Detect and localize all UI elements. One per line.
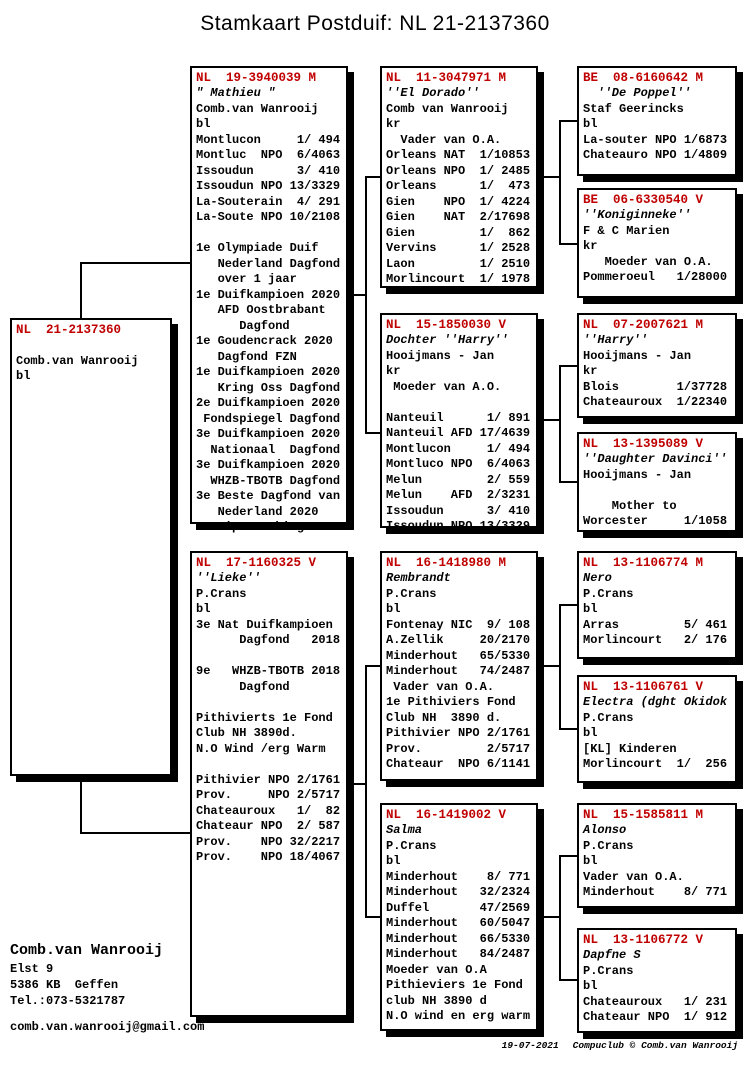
ring-number: NL 19-3940039 M [196,71,317,85]
pedigree-line [386,395,532,411]
pedigree-line: 9e WHZB-TBOTB 2018 [196,664,341,678]
pedigree-line: Nederland Dagfond [196,256,341,271]
bird-details [382,349,536,535]
pedigree-box-greatgrandparent-6 [577,675,737,783]
ring-number: NL 13-1106772 V [583,933,704,947]
pedigree-line: P.Crans [583,838,634,853]
pedigree-line: Issoudun NPO 13/3329 [386,519,531,533]
pedigree-line: Morlincourt 2/ 176 [583,633,728,647]
connector-line [365,665,380,667]
connector-line [559,243,577,245]
ring-number: NL 15-1585811 M [583,808,704,822]
pedigree-line: WHZB-TBOTB Dagfond [196,473,341,488]
pedigree-line: Melun 2/ 559 [386,472,531,487]
ring-number: NL 13-1106761 V [583,680,704,694]
bird-name: Dochter ''Harry'' [386,333,509,347]
pedigree-line: Minderhout 8/ 771 [583,885,728,899]
pedigree-line: Club NH 3890d. [196,726,297,740]
pedigree-line: Nationaal Dagfond [196,442,341,457]
pedigree-line: kr [386,117,401,131]
pedigree-line: Laon 1/ 2510 [386,256,531,271]
bird-details [579,711,735,773]
pedigree-line: club NH 3890 d [386,993,487,1008]
pedigree-line: Mother to [583,498,677,513]
ring-number: NL 13-1395089 V [583,437,704,451]
pedigree-line: Prov. 2/5717 [386,741,531,756]
bird-name: Electra (dght Okidok [583,695,728,709]
pedigree-line: P.Crans [583,710,634,725]
pedigree-line: kr [583,239,598,253]
pedigree-line: Montlucon 1/ 494 [386,441,531,456]
bird-details [382,102,536,288]
pedigree-line: bl [16,369,31,383]
bird-details [12,354,170,385]
pedigree-line: N.O Wind /erg Warm [196,741,326,756]
connector-line [544,176,560,178]
ring-number: NL 07-2007621 M [583,318,704,332]
pedigree-line: bl [386,854,401,868]
footer-credit: Compuclub © Comb.van Wanrooij [572,1040,738,1051]
pedigree-line [583,483,731,499]
bird-details [192,102,346,536]
pedigree-line: Orleans NAT 1/10853 [386,148,531,162]
pedigree-line: Orleans 1/ 473 [386,179,531,193]
pedigree-line: Issoudun 3/ 410 [196,163,341,178]
bird-details [579,839,735,901]
owner-name: Comb.van Wanrooij [10,942,164,959]
pedigree-box-grandfather-paternal [380,66,538,288]
pedigree-line: Prov. NPO 32/2217 [196,834,341,849]
pedigree-line: Arras 5/ 461 [583,617,728,632]
pedigree-line: Morlincourt 1/ 256 [583,757,728,771]
pedigree-line: Minderhout 8/ 771 [386,869,531,884]
pedigree-line: 2e Duifkampioen 2020 [196,396,341,410]
bird-name: Salma [386,823,423,837]
pedigree-line: Gien NPO 1/ 4224 [386,194,531,209]
bird-name: Rembrandt [386,571,451,585]
pedigree-line: Pipa Ranking [196,520,305,534]
pedigree-line: La-souter NPO 1/6873 [583,132,728,147]
pedigree-line: Montlucon 1/ 494 [196,132,341,147]
connector-line [559,855,577,857]
connector-line [559,481,577,483]
pedigree-line: Issoudun 3/ 410 [386,503,531,518]
ring-number: BE 08-6160642 M [583,71,704,85]
pedigree-line: Minderhout 66/5330 [386,931,531,946]
pedigree-line: bl [583,117,598,131]
pedigree-line: La-Soute NPO 10/2108 [196,210,341,224]
bird-details [579,587,735,649]
pedigree-line: Comb.van Wanrooij [16,353,139,368]
pedigree-line: Pithivier NPO 2/1761 [386,726,531,740]
ring-number: BE 06-6330540 V [583,193,704,207]
pedigree-line: Minderhout 84/2487 [386,947,531,961]
connector-line [80,832,190,834]
ring-number: NL 11-3047971 M [386,71,507,85]
pedigree-line: Club NH 3890 d. [386,710,502,725]
bird-details [579,964,735,1026]
pedigree-box-grandmother-paternal [380,313,538,533]
pedigree-line [196,226,342,242]
pedigree-line: Prov. NPO 2/5717 [196,788,341,802]
connector-line [559,604,561,730]
pedigree-box-greatgrandparent-1 [577,66,737,176]
bird-details [382,839,536,1025]
pedigree-box-grandmother-maternal [380,803,538,1031]
pedigree-line: Chateaur NPO 1/ 912 [583,1010,728,1024]
ring-number: NL 16-1418980 M [386,556,507,570]
connector-line [365,916,380,918]
connector-line [80,262,190,264]
pedigree-line: Issoudun NPO 13/3329 [196,179,341,193]
pedigree-box-greatgrandparent-5 [577,551,737,659]
pedigree-line: Orleans NPO 1/ 2485 [386,163,531,178]
pedigree-line: Prov. NPO 18/4067 [196,850,341,864]
pedigree-line: Vader van O.A. [386,132,502,147]
bird-name: ''De Poppel'' [583,86,692,100]
pedigree-box-subject [10,318,172,776]
owner-info [10,941,204,1035]
bird-details [382,587,536,773]
pedigree-line: Vader van O.A. [386,679,495,694]
pedigree-line: Blois 1/37728 [583,379,728,394]
pedigree-line: Melun AFD 2/3231 [386,488,531,502]
pedigree-line: P.Crans [583,586,634,601]
pedigree-line: P.Crans [196,586,247,601]
pedigree-line: Moeder van O.A [386,962,487,977]
pedigree-box-greatgrandparent-2 [577,188,737,298]
pedigree-line: Dagfond [196,318,290,333]
pedigree-line [196,649,342,665]
pedigree-line: Nanteuil AFD 17/4639 [386,426,531,440]
pedigree-line: Dagfond 2018 [196,633,341,647]
pedigree-line: 3e Beste Dagfond van [196,489,341,503]
bird-details [192,587,346,866]
pedigree-line: Gien NAT 2/17698 [386,210,531,224]
pedigree-line: Minderhout 32/2324 [386,885,531,899]
pedigree-box-greatgrandparent-4 [577,432,737,532]
pedigree-line: Minderhout 60/5047 [386,916,531,930]
pedigree-line: bl [583,726,598,740]
pedigree-line: over 1 jaar [196,272,297,286]
pedigree-line: Chateauroux 1/ 231 [583,994,728,1009]
connector-line [559,979,577,981]
ring-number: NL 13-1106774 M [583,556,704,570]
pedigree-line: Fondspiegel Dagfond [196,411,341,426]
connector-line [544,419,560,421]
bird-name: ''Daughter Davinci'' [583,452,728,466]
pedigree-line: P.Crans [386,838,437,853]
connector-line [80,776,82,834]
pedigree-line: bl [196,602,211,616]
connector-line [559,365,561,483]
bird-name: Alonso [583,823,627,837]
pedigree-line: Vervins 1/ 2528 [386,241,531,255]
pedigree-line: P.Crans [583,963,634,978]
pedigree-line: kr [386,364,401,378]
owner-email: comb.van.wanrooij@gmail.com [10,1020,205,1034]
pedigree-line: Chateaur NPO 2/ 587 [196,819,341,833]
pedigree-line: N.O wind en erg warm [386,1009,531,1023]
pedigree-line: bl [583,979,598,993]
footer [502,1040,738,1051]
pedigree-line: Comb.van Wanrooij [196,101,319,116]
bird-name [12,338,170,354]
pedigree-line: Pommeroeul 1/28000 [583,270,728,284]
pedigree-line: Hooijmans - Jan [386,348,495,363]
connector-line [544,916,560,918]
page-title: Stamkaart Postduif: NL 21-2137360 [200,12,550,35]
pedigree-line: [KL] Kinderen [583,741,677,756]
connector-line [559,120,561,245]
pedigree-line: Dagfond [196,679,290,694]
pedigree-line: Vader van O.A. [583,869,684,884]
connector-line [559,365,577,367]
pedigree-line: P.Crans [386,586,437,601]
pedigree-line: A.Zellik 20/2170 [386,633,531,647]
pedigree-line: Montluc NPO 6/4063 [196,148,341,162]
pedigree-line: Duffel 47/2569 [386,900,531,915]
pedigree-line: F & C Marien [583,223,670,238]
pedigree-line: Morlincourt 1/ 1978 [386,272,531,286]
pedigree-line: bl [386,602,401,616]
pedigree-line: Comb van Wanrooij [386,101,509,116]
connector-line [365,176,367,434]
pedigree-line: kr [583,364,598,378]
pedigree-line: Kring Oss Dagfond [196,380,341,395]
pedigree-line [196,695,342,711]
ring-number: NL 17-1160325 V [196,556,317,570]
footer-date: 19-07-2021 [501,1040,559,1051]
connector-line [365,432,380,434]
pedigree-line: Pithivier NPO 2/1761 [196,772,341,787]
connector-line [365,176,380,178]
pedigree-line: Staf Geerincks [583,101,684,116]
owner-address-city: 5386 KB Geffen [10,978,119,992]
pedigree-line: bl [196,117,211,131]
pedigree-line: 1e Duifkampioen 2020 [196,365,341,379]
pedigree-line: AFD Oostbrabant [196,303,326,317]
bird-name: " Mathieu " [196,86,276,100]
pedigree-line: Moeder van A.O. [386,379,502,394]
connector-line [544,665,560,667]
pedigree-line: 1e Pithiviers Fond [386,695,516,709]
pedigree-line: Chateaur NPO 6/1141 [386,757,531,771]
pedigree-line: Fontenay NIC 9/ 108 [386,617,531,632]
pedigree-line: Hooijmans - Jan [583,467,692,482]
pedigree-line: Nederland 2020 [196,504,319,519]
owner-address-street: Elst 9 [10,962,54,976]
bird-name: Nero [583,571,612,585]
connector-line [80,262,82,320]
pedigree-box-father [190,66,348,534]
pedigree-line: 1e Olympiade Duif [196,241,319,255]
connector-line [559,120,577,122]
pedigree-line: Hooijmans - Jan [583,348,692,363]
pedigree-line: Chateauro NPO 1/4809 [583,148,728,162]
pedigree-line: 3e Nat Duifkampioen [196,617,333,632]
bird-details [579,468,735,530]
pedigree-line: Gien 1/ 862 [386,225,531,240]
bird-details [579,349,735,411]
pedigree-line [196,757,342,773]
bird-name: ''El Dorado'' [386,86,480,100]
pedigree-box-greatgrandparent-8 [577,928,737,1033]
pedigree-line: Pithivierts 1e Fond [196,710,333,725]
bird-details [579,102,735,164]
bird-details [579,224,735,286]
pedigree-line: bl [583,602,598,616]
pedigree-line: La-Souterain 4/ 291 [196,194,341,209]
bird-name: Dapfne S [583,948,641,962]
pedigree-line: bl [583,854,598,868]
pedigree-box-greatgrandparent-3 [577,313,737,418]
pedigree-line: Montluco NPO 6/4063 [386,457,531,471]
connector-line [559,855,561,981]
pedigree-box-greatgrandparent-7 [577,803,737,908]
pedigree-line: Worcester 1/1058 [583,514,728,528]
pedigree-line: 1e Duifkampioen 2020 [196,287,341,302]
pedigree-line: 3e Duifkampioen 2020 [196,458,341,472]
pedigree-line: Chateauroux 1/ 82 [196,803,341,818]
ring-number: NL 15-1850030 V [386,318,507,332]
pedigree-line: Moeder van O.A. [583,254,713,269]
ring-number: NL 16-1419002 V [386,808,507,822]
pedigree-box-mother [190,551,348,1017]
ring-number: NL 21-2137360 [16,323,122,337]
connector-line [365,665,367,918]
bird-name: ''Koniginneke'' [583,208,692,222]
pedigree-line: Minderhout 74/2487 [386,664,531,678]
pedigree-line: 1e Goudencrack 2020 [196,334,333,348]
pedigree-line: Dagfond FZN [196,349,297,364]
connector-line [559,604,577,606]
pedigree-line: Minderhout 65/5330 [386,648,531,663]
pedigree-line: Chateauroux 1/22340 [583,395,728,409]
bird-name: ''Harry'' [583,333,648,347]
connector-line [559,728,577,730]
pedigree-line: Nanteuil 1/ 891 [386,410,531,425]
bird-name: ''Lieke'' [196,571,261,585]
owner-phone: Tel.:073-5321787 [10,994,126,1008]
pedigree-line: Pithieviers 1e Fond [386,978,523,992]
pedigree-box-grandfather-maternal [380,551,538,781]
pedigree-line: 3e Duifkampioen 2020 [196,427,341,441]
